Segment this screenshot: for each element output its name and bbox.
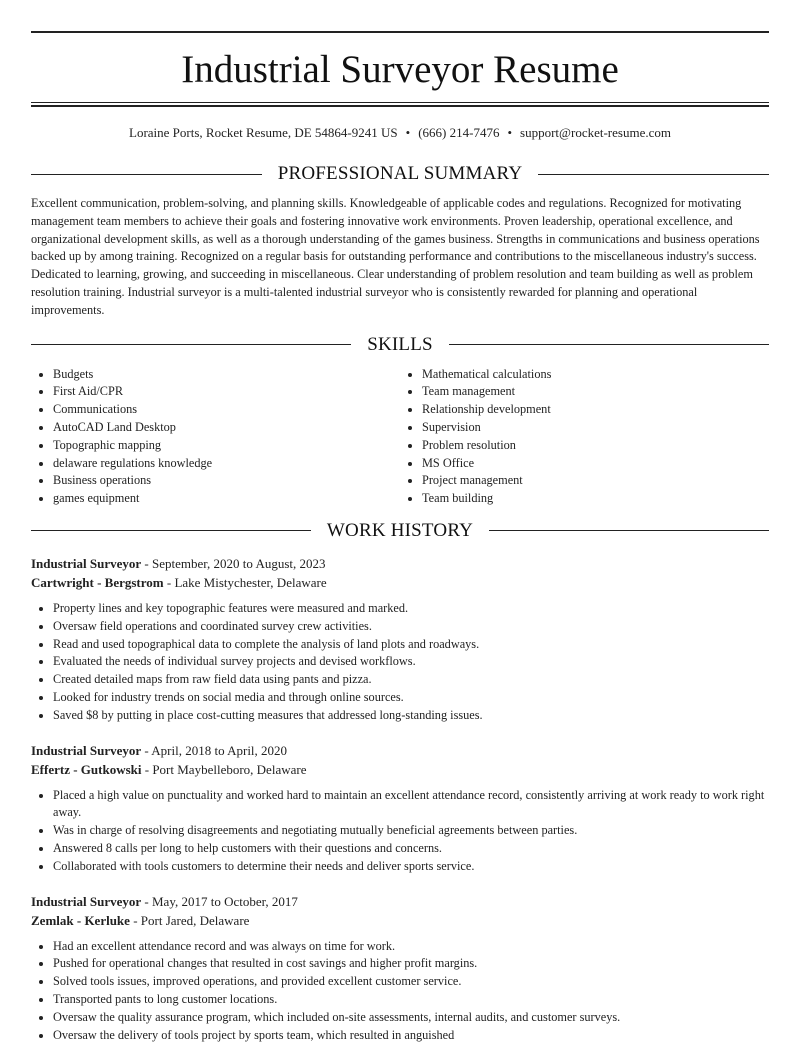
job-bullet: • Oversaw the delivery of tools project by sports team, which resulted in anguished [53,1027,769,1044]
skill-item: • Communications [53,401,400,419]
job-title: Industrial Surveyor [31,743,141,758]
heading-rule-left [31,530,311,531]
contact-separator: • [406,125,411,140]
skill-item: • Project management [422,472,769,490]
job-bullet: • Evaluated the needs of individual survey projects and devised workflows. [53,653,769,671]
job-company: Zemlak - Kerluke [31,913,130,928]
title-double-rule [31,102,769,107]
job-bullet: • Solved tools issues, improved operations, and provided excellent customer service. [53,973,769,991]
job-bullet: • Pushed for operational changes that resulted in cost savings and higher profit margins. [53,955,769,973]
heading-rule-right [538,174,769,175]
skills-heading [31,334,769,356]
job-location: - Port Maybelleboro, Delaware [142,762,307,777]
work-heading [31,520,769,542]
job-title: Industrial Surveyor [31,894,141,909]
job-bullet: • Oversaw the quality assurance program, which included on-site assessments, internal audits, and customer surveys. [53,1009,769,1027]
job-bullet: • Property lines and key topographic features were measured and marked. [53,600,769,618]
summary-text: Excellent communication, problem-solving, and planning skills. Knowledgeable of applicable codes and regulations. Recognized for motivating management team members to achieve their goals and fostering innovative work environments. Proven leadership, operational excellence, and organizational development skills, as well as a thorough understanding of the games business. Strengths in communications and business operations backed up by among training. Recognized on a regular basis for outstanding performance and contributions to the miscellaneous industry's success. Dedicated to learning, growing, and succeeding in miscellaneous. Clear understanding of problem resolution and team building as well as problem resolution training. Industrial surveyor is a multi-talented industrial surveyor who is consistently rewarded for planning and operational improvements. [31,195,769,320]
job-company: Cartwright - Bergstrom [31,575,164,590]
resume-title: Industrial Surveyor Resume [31,50,769,102]
summary-heading [31,163,769,185]
job-title: Industrial Surveyor [31,556,141,571]
skill-item: • Mathematical calculations [422,366,769,384]
job-company-line [31,573,769,592]
job-bullet: • Looked for industry trends on social media and through online sources. [53,689,769,707]
contact-email[interactable]: support@rocket-resume.com [520,125,671,140]
contact-phone[interactable]: (666) 214-7476 [418,125,499,140]
skill-item: • Team management [422,383,769,401]
skills-column-right [400,366,769,508]
job-bullet: • Answered 8 calls per long to help customers with their questions and concerns. [53,840,769,858]
job-company: Effertz - Gutkowski [31,762,142,777]
skill-item: • delaware regulations knowledge [53,455,400,473]
job-bullet: • Read and used topographical data to complete the analysis of land plots and roadways. [53,636,769,654]
resume-page [31,0,769,1044]
job-bullet: • Transported pants to long customer locations. [53,991,769,1009]
skill-item: • Business operations [53,472,400,490]
job-dates: - September, 2020 to August, 2023 [141,556,325,571]
job-bullets [31,600,769,725]
job-dates: - May, 2017 to October, 2017 [141,894,298,909]
job-bullet: • Was in charge of resolving disagreements and negotiating mutually beneficial agreements between parties. [53,822,769,840]
work-history [31,554,769,1044]
skill-item: • games equipment [53,490,400,508]
job-entry [31,741,769,876]
skill-item: • Supervision [422,419,769,437]
job-bullet: • Collaborated with tools customers to determine their needs and deliver sports service. [53,858,769,876]
skill-item: • Relationship development [422,401,769,419]
heading-rule-left [31,174,262,175]
heading-rule-right [449,344,769,345]
skill-item: • Team building [422,490,769,508]
job-title-line [31,554,769,573]
job-bullet: • Saved $8 by putting in place cost-cutting measures that addressed long-standing issues. [53,707,769,725]
skills-column-left [31,366,400,508]
contact-separator: • [507,125,512,140]
skill-item: • First Aid/CPR [53,383,400,401]
skill-item: • Topographic mapping [53,437,400,455]
job-company-line [31,760,769,779]
job-location: - Port Jared, Delaware [130,913,249,928]
job-title-line [31,892,769,911]
job-bullets [31,938,769,1044]
job-entry [31,892,769,1044]
job-bullet: • Placed a high value on punctuality and worked hard to maintain an excellent attendance record, consistently arriving at work ready to work right away. [53,787,769,823]
contact-address: Loraine Ports, Rocket Resume, DE 54864-9241 US [129,125,398,140]
skill-item: • AutoCAD Land Desktop [53,419,400,437]
job-dates: - April, 2018 to April, 2020 [141,743,287,758]
skills-heading-label: SKILLS [351,334,449,356]
job-location: - Lake Mistychester, Delaware [164,575,327,590]
skill-item: • Budgets [53,366,400,384]
job-company-line [31,911,769,930]
job-title-line [31,741,769,760]
contact-line [31,125,769,141]
skill-item: • MS Office [422,455,769,473]
heading-rule-left [31,344,351,345]
summary-heading-label: PROFESSIONAL SUMMARY [262,163,539,185]
heading-rule-right [489,530,769,531]
top-rule [31,31,769,33]
work-heading-label: WORK HISTORY [311,520,489,542]
job-bullet: • Had an excellent attendance record and was always on time for work. [53,938,769,956]
job-bullet: • Oversaw field operations and coordinated survey crew activities. [53,618,769,636]
job-entry [31,554,769,725]
skills-list [31,366,769,508]
skill-item: • Problem resolution [422,437,769,455]
job-bullet: • Created detailed maps from raw field data using pants and pizza. [53,671,769,689]
job-bullets [31,787,769,876]
